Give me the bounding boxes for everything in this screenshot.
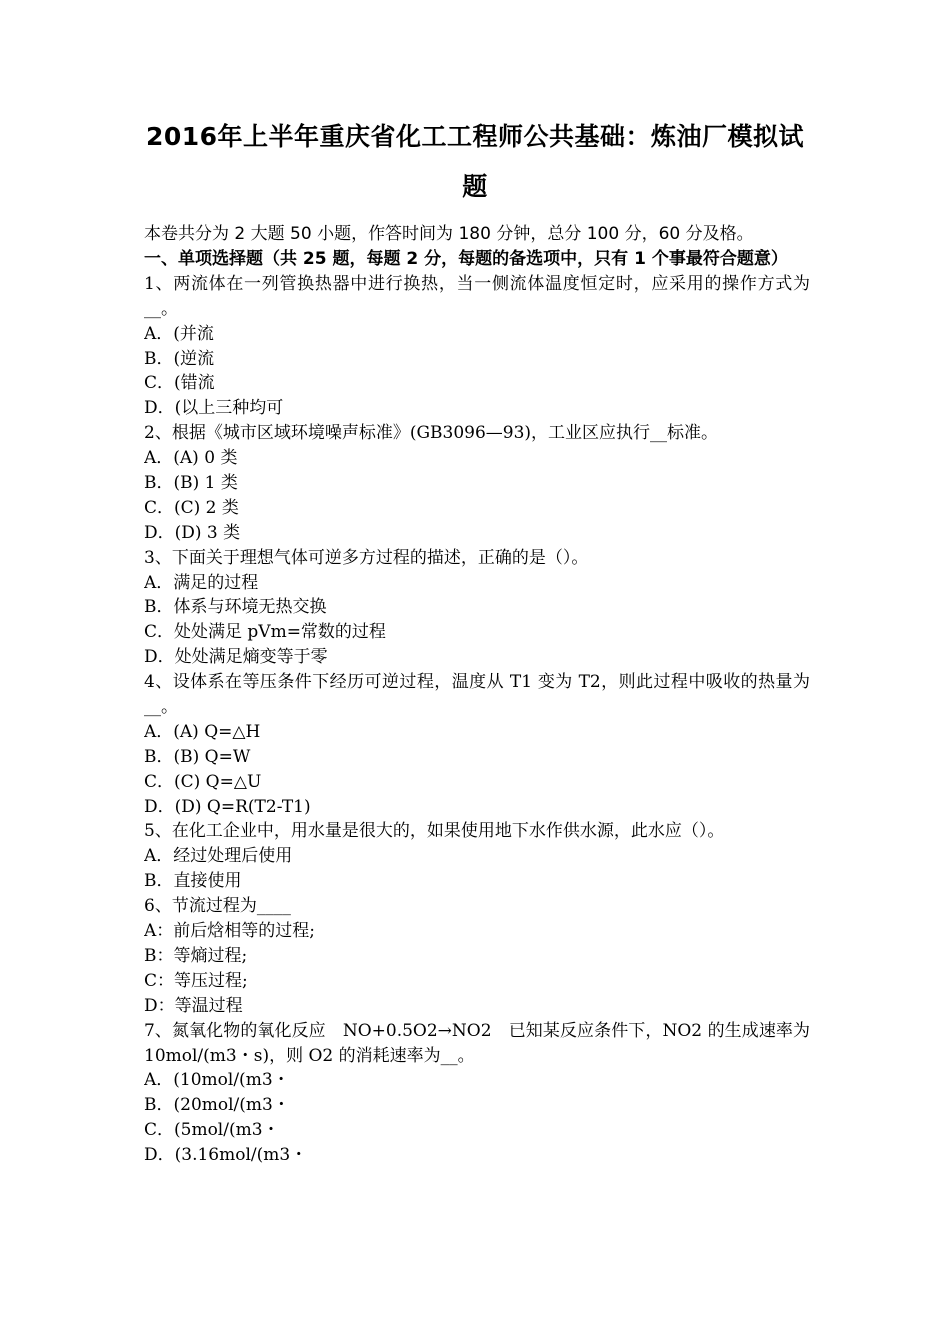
answer-option: A．经过处理后使用: [144, 846, 293, 867]
exam-intro: 本卷共分为 2 大题 50 小题，作答时间为 180 分钟，总分 100 分，60 分及格。: [144, 224, 754, 244]
question-stem: 6、节流过程为____: [144, 896, 291, 917]
question-item: [144, 272, 810, 421]
question-item: [144, 894, 810, 1018]
answer-option: A．(10mol/(m3・: [144, 1070, 290, 1091]
answer-option: B．体系与环境无热交换: [144, 597, 327, 618]
question-item: [144, 1019, 810, 1168]
answer-option: B：等熵过程;: [144, 945, 248, 966]
answer-option: D．(D) 3 类: [144, 522, 241, 543]
answer-option: C．(C) Q=△U: [144, 771, 262, 792]
document-body: [144, 222, 810, 1168]
question-stem: 5、在化工企业中，用水量是很大的，如果使用地下水作供水源，此水应（）。: [144, 821, 725, 842]
question-stem: 7、氮氧化物的氧化反应 NO+0.5O2→NO2 已知某反应条件下，NO2 的生成速率为 10mol/(m3・s)，则 O2 的消耗速率为__。: [144, 1020, 810, 1066]
answer-option: A．满足的过程: [144, 572, 259, 593]
answer-option: D．(以上三种均可: [144, 398, 284, 419]
answer-option: D：等温过程: [144, 995, 243, 1016]
answer-option: C．(C) 2 类: [144, 497, 239, 518]
answer-option: A．(A) Q=△H: [144, 721, 261, 742]
answer-option: B．(20mol/(m3・: [144, 1095, 290, 1116]
document-title: 2016年上半年重庆省化工工程师公共基础：炼油厂模拟试题: [145, 122, 805, 201]
question-stem: 2、根据《城市区域环境噪声标准》(GB3096—93)，工业区应执行__标准。: [144, 423, 719, 444]
answer-option: D．(3.16mol/(m3・: [144, 1145, 308, 1166]
answer-option: D．(D) Q=R(T2-T1): [144, 796, 311, 817]
answer-option: B．直接使用: [144, 871, 242, 892]
question-stem: 4、设体系在等压条件下经历可逆过程，温度从 T1 变为 T2，则此过程中吸收的热量为__。: [144, 672, 810, 718]
answer-option: A．(A) 0 类: [144, 448, 238, 469]
answer-option: A．(并流: [144, 323, 214, 344]
question-stem: 3、下面关于理想气体可逆多方过程的描述，正确的是（）。: [144, 547, 589, 568]
question-stem: 1、两流体在一列管换热器中进行换热，当一侧流体温度恒定时，应采用的操作方式为__。: [144, 273, 810, 319]
answer-option: C．处处满足 pVm=常数的过程: [144, 622, 386, 643]
question-list: [144, 272, 810, 1168]
question-item: [144, 670, 810, 819]
answer-option: B．(B) Q=W: [144, 746, 251, 767]
answer-option: C：等压过程;: [144, 970, 248, 991]
answer-option: B．(逆流: [144, 348, 215, 369]
answer-option: B．(B) 1 类: [144, 472, 238, 493]
answer-option: C．(5mol/(m3・: [144, 1120, 280, 1141]
question-item: [144, 819, 810, 894]
question-item: [144, 421, 810, 545]
question-item: [144, 546, 810, 670]
answer-option: C．(错流: [144, 373, 215, 394]
answer-option: A：前后焓相等的过程;: [144, 921, 316, 942]
section-heading: 一、单项选择题（共 25 题，每题 2 分，每题的备选项中，只有 1 个事最符合题意）: [144, 248, 788, 269]
answer-option: D．处处满足熵变等于零: [144, 647, 328, 668]
